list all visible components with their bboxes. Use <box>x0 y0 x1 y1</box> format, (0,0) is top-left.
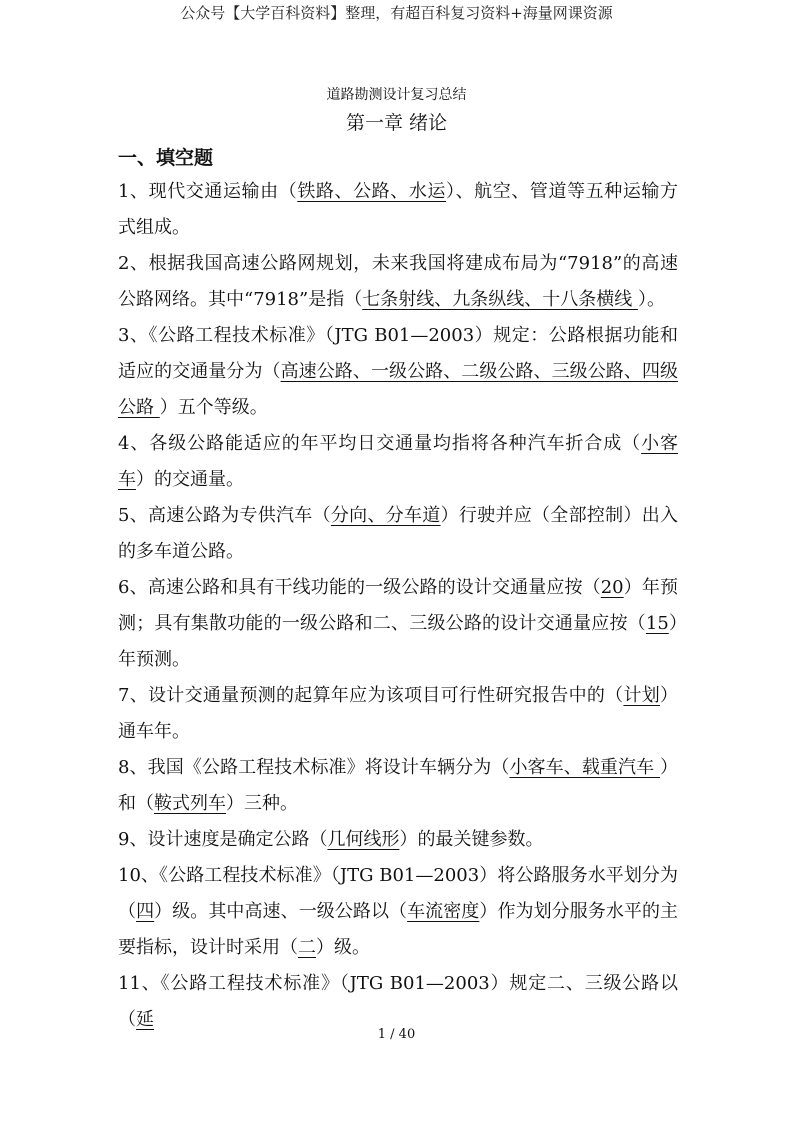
question-text: ）行驶并应（全部控制）出入的多车道公路。 <box>118 505 679 562</box>
question-3 <box>118 318 678 426</box>
answer: 鞍式列车 <box>154 793 226 814</box>
answer: 小客车 <box>118 433 679 490</box>
question-8 <box>118 750 678 822</box>
question-4 <box>118 426 678 498</box>
answer: 计划 <box>623 685 661 706</box>
question-text: ）三种。 <box>226 793 298 814</box>
question-text: 1、现代交通运输由（ <box>118 181 298 202</box>
answer: 延 <box>136 1009 154 1030</box>
answer: 车流密度 <box>407 901 480 922</box>
page-number: 1 / 40 <box>377 1027 416 1042</box>
question-text: ）和（ <box>118 757 678 814</box>
question-text: ）通车年。 <box>118 685 679 742</box>
answer: 15 <box>645 613 669 634</box>
question-text: 10、《公路工程技术标准》（JTG B01—2003）将公路服务水平划分为（ <box>118 865 678 922</box>
question-text: ）级。其中高速、一级公路以（ <box>154 901 408 922</box>
chapter-heading: 第一章 绪论 <box>345 112 448 134</box>
question-text: 11、《公路工程技术标准》（JTG B01—2003）规定二、三级公路以（ <box>118 973 678 1030</box>
answer: 几何线形 <box>327 829 400 850</box>
answer: 高速公路、一级公路、二级公路、三级公路、四级公路 <box>118 361 679 418</box>
question-text: ）级。 <box>316 937 370 958</box>
question-text: ）年预测；具有集散功能的一级公路和二、三级公路的设计交通量应按（ <box>118 577 679 634</box>
question-text: 6、高速公路和具有干线功能的一级公路的设计交通量应按（ <box>118 577 601 598</box>
question-text: 5、高速公路为专供汽车（ <box>118 505 331 526</box>
section-heading: 一、填空题 <box>118 147 214 169</box>
question-text: ）。 <box>637 289 665 310</box>
question-text: ）五个等级。 <box>159 397 268 418</box>
document-title: 道路勘测设计复习总结 <box>326 87 467 103</box>
answer: 二 <box>298 937 316 958</box>
question-text: ）、航空、管道等五种运输方式组成。 <box>118 181 679 238</box>
answer: 20 <box>600 577 624 598</box>
question-text: 8、我国《公路工程技术标准》将设计车辆分为（ <box>118 757 510 778</box>
question-list <box>118 174 678 1038</box>
question-1 <box>118 174 678 246</box>
question-text: ）年预测。 <box>118 613 678 670</box>
question-5 <box>118 498 678 570</box>
question-text: 3、《公路工程技术标准》（JTG B01—2003）规定：公路根据功能和适应的交通量分为（ <box>118 325 678 382</box>
question-7 <box>118 678 678 750</box>
question-text: 4、各级公路能适应的年平均日交通量均指将各种汽车折合成（ <box>118 433 642 454</box>
question-9 <box>118 822 678 858</box>
watermark-banner: 公众号【大学百科资料】整理，有超百科复习资料+海量网课资源 <box>180 4 613 22</box>
question-2 <box>118 246 678 318</box>
question-text: 2、根据我国高速公路网规划，未来我国将建成布局为“7918”的高速公路网络。其中“7918”是指（ <box>118 253 678 310</box>
answer: 铁路、公路、水运 <box>297 181 446 202</box>
question-text: ）作为划分服务水平的主要指标，设计时采用（ <box>118 901 679 958</box>
answer: 小客车、载重汽车 <box>509 757 660 778</box>
question-10 <box>118 858 678 966</box>
answer: 四 <box>136 901 155 922</box>
answer: 分向、分车道 <box>330 505 441 526</box>
question-text: 7、设计交通量预测的起算年应为该项目可行性研究报告中的（ <box>118 685 624 706</box>
question-text: 9、设计速度是确定公路（ <box>118 829 328 850</box>
question-text: ）的交通量。 <box>136 469 244 490</box>
question-6 <box>118 570 678 678</box>
answer: 七条射线、九条纵线、十八条横线 <box>362 289 638 310</box>
question-text: ）的最关键参数。 <box>399 829 544 850</box>
